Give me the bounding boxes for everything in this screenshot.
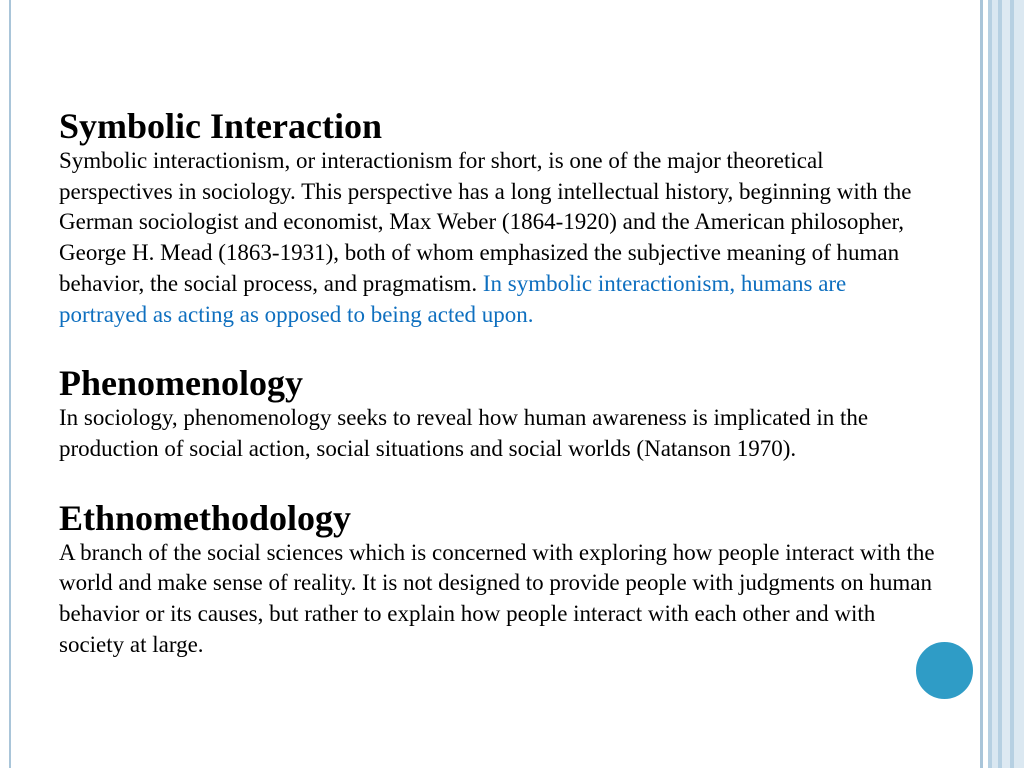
right-decorative-bars — [980, 0, 1024, 768]
section-heading: Symbolic Interaction — [59, 106, 382, 146]
section-symbolic-interaction — [59, 106, 939, 330]
decor-bar — [1014, 0, 1024, 768]
section-heading: Phenomenology — [59, 363, 304, 404]
section-heading: Ethnomethodology — [59, 497, 352, 538]
highlighted-text: In symbolic interactionism, humans are portrayed as acting as opposed to being acted upon. — [59, 270, 847, 327]
section-paragraph — [59, 146, 939, 330]
section-paragraph: A branch of the social sciences which is concerned with exploring how people interact with the world and make sense of reality. It is not designed to provide people with judgments on human behavior or its causes, but rather to explain how people interact with each other and with society at large. — [59, 539, 935, 657]
paragraph-text: Symbolic interactionism, or interactionism for short, is one of the major theoretical perspectives in sociology. This perspective has a long intellectual history, beginning with the German sociologist and economist, Max Weber (1864-1920) and the American philosopher, George H. Mead (1863-1931), both of whom emphasized the subjective meaning of human behavior, the social process, and pragmatism. — [59, 148, 912, 296]
decor-bar — [1002, 0, 1010, 768]
section-ethnomethodology — [59, 498, 939, 661]
section-phenomenology — [59, 363, 939, 464]
left-border-stripe — [9, 0, 11, 768]
section-paragraph: In sociology, phenomenology seeks to reveal how human awareness is implicated in the production of social action, social situations and social worlds (Natanson 1970). — [59, 405, 869, 461]
slide-body — [59, 106, 939, 660]
